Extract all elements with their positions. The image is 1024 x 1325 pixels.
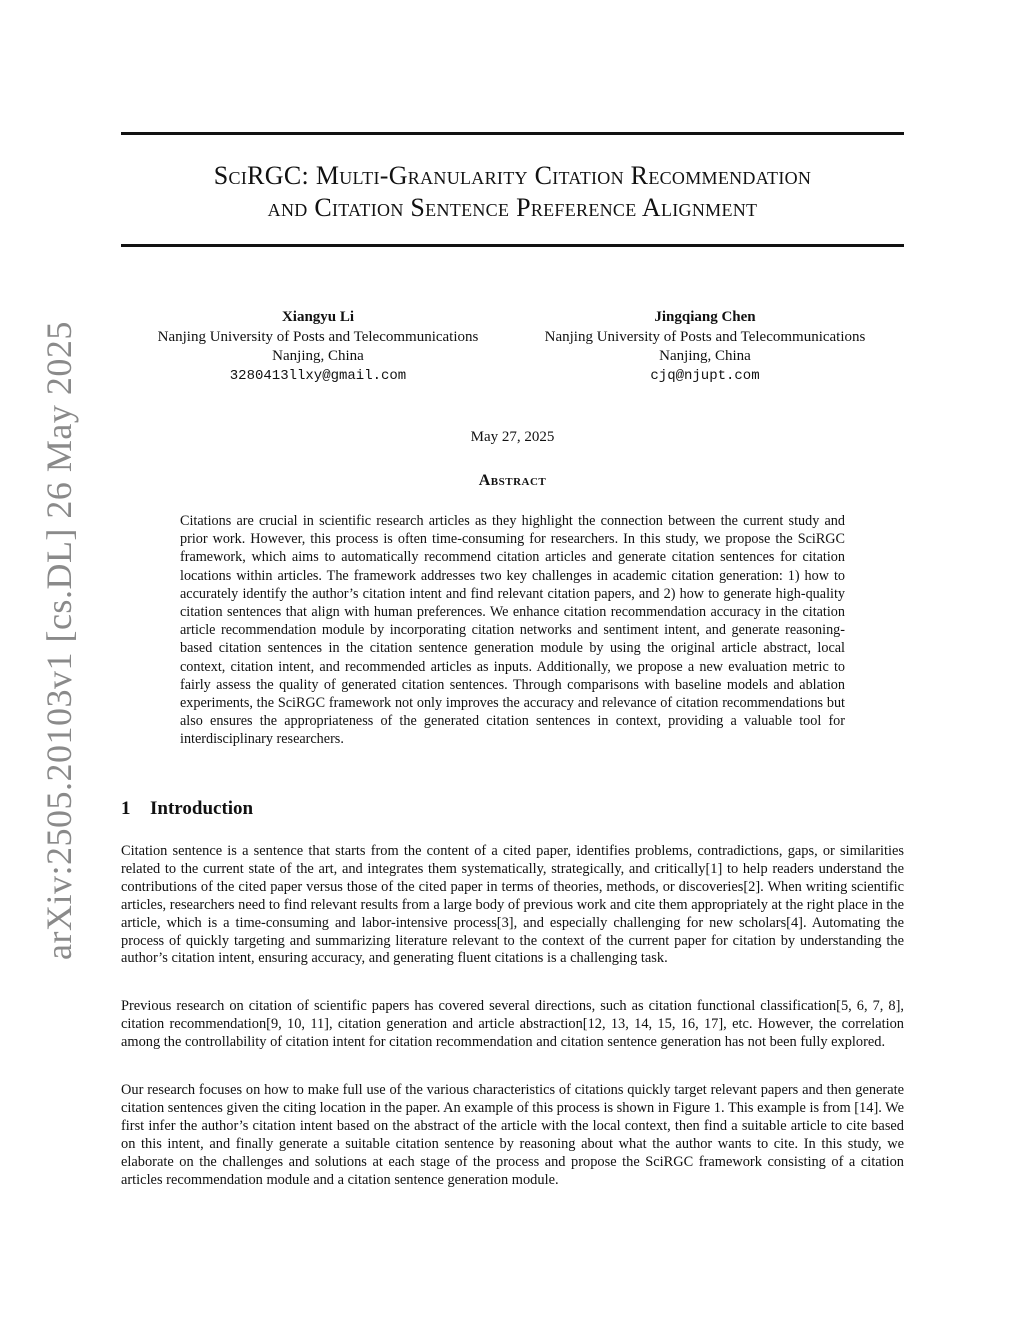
title-rule-bottom (121, 244, 904, 247)
section-title: Introduction (150, 798, 254, 819)
author-location: Nanjing, China (659, 348, 751, 364)
paper-date: May 27, 2025 (470, 429, 555, 445)
author-affiliation: Nanjing University of Posts and Telecommunications (544, 328, 866, 345)
arxiv-stamp: arXiv:2505.20103v1 [cs.DL] 26 May 2025 (39, 321, 79, 960)
abstract-heading: Abstract (478, 472, 547, 489)
paper-title (121, 160, 904, 224)
title-rule-top (121, 132, 904, 135)
title-line-1: SciRGC: Multi-Granularity Citation Recommendation (213, 161, 812, 190)
paragraph-text: Previous research on citation of scientific papers has covered several directions, such as citation functional classification[5, 6, 7, 8], citation recommendation[9, 10, 11], citation generation and article abstraction[12, 13, 14, 15, 16, 17], etc. However, the correlation among the controllability of citation intent for citation recommendation and citation sentence generation has not been fully explored. (121, 998, 904, 1050)
author-affiliation: Nanjing University of Posts and Telecommunications (157, 328, 479, 345)
paragraph-text: Our research focuses on how to make full use of the various characteristics of citations quickly target relevant papers and then generate citation sentences given the citing location in the paper. An example of this process is shown in Figure 1. This example is from [14]. We first infer the author’s citation intent based on the abstract of the article with the local context, then find a suitable article to cite based on this intent, and finally generate a suitable citation sentence by reasoning about what the author wants to cite. In this study, we elaborate on the challenges and solutions at each stage of the process and propose the SciRGC framework consisting of a citation articles recommendation module and a citation sentence generation module. (121, 1082, 904, 1188)
body-paragraph-3 (121, 1082, 904, 1189)
author-email[interactable]: 3280413llxy@gmail.com (229, 367, 407, 384)
author-name: Xiangyu Li (281, 309, 355, 325)
section-heading (121, 798, 253, 820)
author-block-1 (128, 308, 508, 386)
author-location: Nanjing, China (272, 348, 364, 364)
abstract-text (180, 512, 845, 749)
author-email[interactable]: cjq@njupt.com (650, 367, 760, 384)
author-block-2 (515, 308, 895, 386)
paragraph-text: Citation sentence is a sentence that starts from the content of a cited paper, identifies problems, contradictions, gaps, or similarities related to the current state of the art, and integrates them systematically, strategically, and critically[1] to help readers understand the contributions of the cited paper versus those of the cited paper in terms of theories, methods, or discoveries[2]. When writing scientific articles, researchers need to find relevant results from a large body of previous work and cite them appropriately at the right place in the article, which is a time-consuming and labor-intensive process[3], and especially challenging for new scholars[4]. Automating the process of quickly targeting and summarizing literature relevant to the context of the current paper for citation by understanding the author’s citation intent, ensuring accuracy, and generating fluent citations is a challenging task. (121, 843, 904, 967)
abstract-paragraph: Citations are crucial in scientific research articles as they highlight the connection between the current study and prior work. However, this process is often time-consuming for researchers. In this study, we propose the SciRGC framework, which aims to automatically recommend citation articles and generate citation sentences for citation locations within articles. The framework addresses two key challenges in academic citation generation: 1) how to accurately identify the author’s citation intent and find relevant citation papers, and 2) how to generate high-quality citation sentences that align with human preferences. We enhance citation recommendation accuracy in the citation article recommendation module by incorporating citation networks and sentiment intent, and generate reasoning-based citation sentences in the citation sentence generation module by using the original article abstract, local context, citation intent, and recommended articles as inputs. Additionally, we propose a new evaluation metric to fairly assess the quality of generated citation sentences. Through comparisons with baseline models and ablation experiments, the SciRGC framework not only improves the accuracy and relevance of citation recommendations but also ensures the appropriateness of the generated citation sentences in context, providing a valuable tool for interdisciplinary researchers. (180, 513, 845, 748)
author-name: Jingqiang Chen (654, 309, 756, 325)
body-paragraph-1 (121, 843, 904, 968)
body-paragraph-2 (121, 998, 904, 1052)
section-number: 1 (121, 798, 131, 819)
title-line-2: and Citation Sentence Preference Alignment (267, 193, 758, 222)
